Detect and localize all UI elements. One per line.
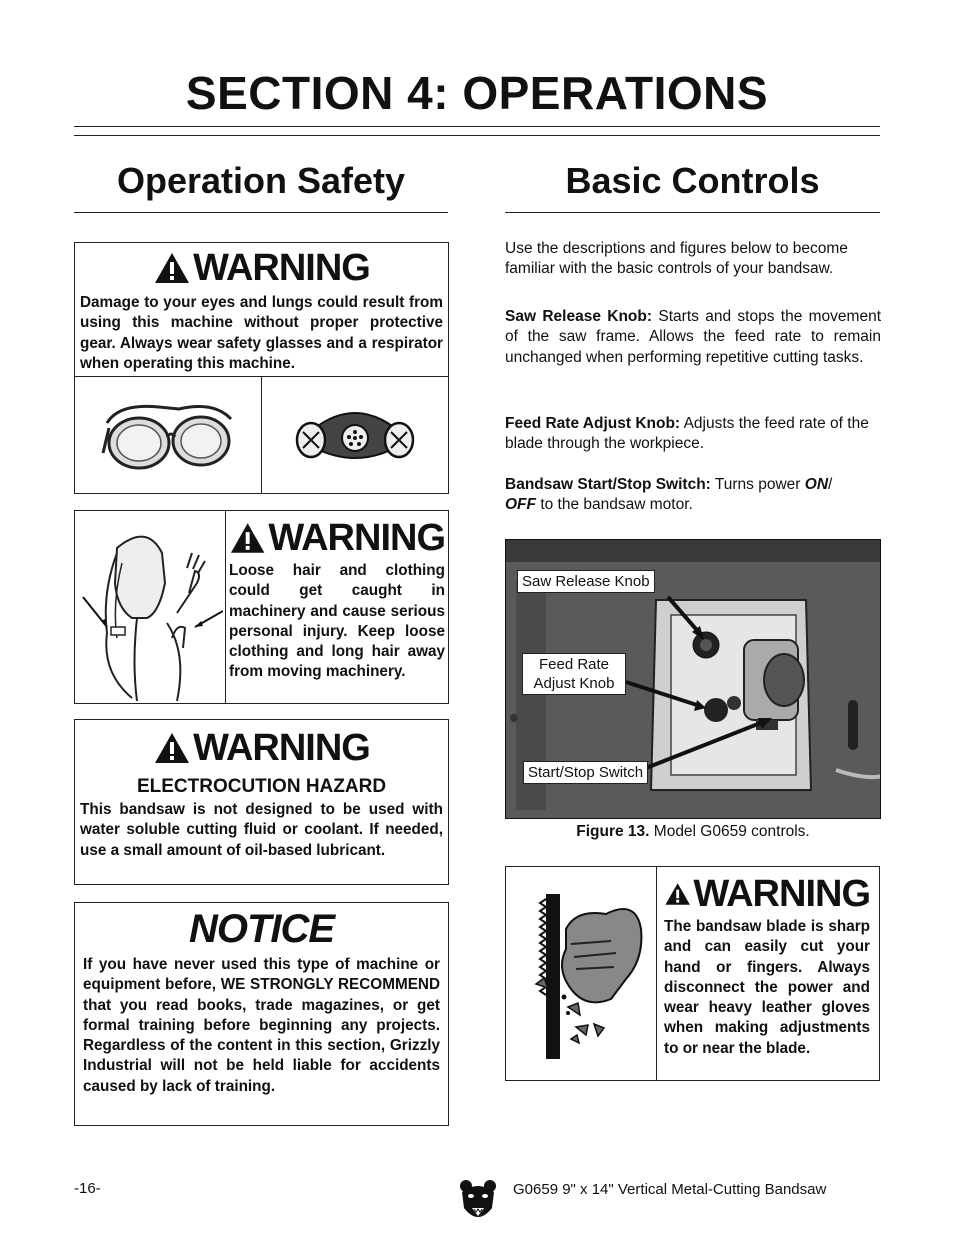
header-rule-bottom [74, 135, 880, 136]
control-desc: Turns power [714, 476, 801, 493]
figure-caption [505, 823, 881, 841]
warning-triangle-icon [153, 251, 191, 285]
footer-model: G0659 9" x 14" Vertical Metal-Cutting Bandsaw [513, 1181, 827, 1198]
electrocution-subheading: ELECTROCUTION HAZARD [136, 776, 387, 797]
control-start-stop [505, 475, 881, 516]
caption-text: Model G0659 controls. [653, 823, 810, 840]
notice-text: If you have never used this type of machine or equipment before, WE STRONGLY RECOMMEND that you read books, trade magazines, or get formal training before beginning any projects. Regardless of the content in this section, Grizzly Industrial will not be held liable for accidents caused by lack of training. [83, 956, 440, 1095]
notice-heading: NOTICE [188, 907, 335, 951]
operation-safety-title: Operation Safety [116, 160, 406, 201]
long-hair-person-icon [77, 523, 223, 701]
control-name: Bandsaw Start/Stop Switch: [505, 476, 711, 493]
warning-heading: WARNING [229, 515, 445, 561]
warning-electrocution [74, 719, 449, 885]
warning-loose-hair [74, 510, 449, 704]
safety-glasses-icon [99, 393, 239, 483]
grizzly-bear-logo-icon [458, 1178, 498, 1224]
warning-protective-gear [74, 242, 449, 494]
control-name: Feed Rate Adjust Knob: [505, 415, 681, 432]
intro-text: Use the descriptions and figures below to become familiar with the basic controls of your bandsaw. [505, 240, 848, 278]
basic-controls-title: Basic Controls [565, 160, 820, 201]
right-title-rule [505, 212, 880, 213]
control-feed-rate [505, 414, 881, 455]
caption-label: Figure 13. [576, 823, 650, 840]
label-saw-release-knob: Saw Release Knob [517, 570, 655, 593]
label-start-stop-switch: Start/Stop Switch [523, 761, 648, 784]
warning-text: Loose hair and clothing could get caught in machinery and cause serious personal injury. Keep loose clothing and long hair away from moving machinery. [229, 562, 445, 681]
section-title: SECTION 4: OPERATIONS [185, 67, 769, 119]
warning-heading: WARNING [75, 243, 448, 293]
control-desc: to the bandsaw motor. [540, 496, 693, 514]
off-label: OFF [505, 496, 536, 514]
warning-text: This bandsaw is not designed to be used with water soluble cutting fluid or coolant. If needed, use a small amount of oil-based lubricant. [80, 801, 443, 859]
warning-text: The bandsaw blade is sharp and can easily cut your hand or fingers. Always disconnect the power and wear heavy leather gloves when making adjustments to or near the blade. [664, 918, 870, 1057]
warning-triangle-icon [664, 877, 691, 911]
header-rule-top [74, 126, 880, 127]
warning-heading: WARNING [75, 720, 448, 776]
slash: / [828, 476, 833, 493]
blade-cut-hand-icon [516, 889, 652, 1059]
left-title-rule [74, 212, 448, 213]
control-name: Saw Release Knob: [505, 308, 653, 325]
control-desc: Adjusts the feed rate of the blade through the workpiece. [505, 415, 869, 453]
respirator-icon [295, 398, 415, 473]
label-feed-rate-adjust-knob: Feed Rate Adjust Knob [522, 653, 626, 695]
warning-text: Damage to your eyes and lungs could result from using this machine without proper protective gear. Always wear safety glasses and a respirator when operating this machine. [80, 294, 443, 372]
control-saw-release [505, 307, 881, 368]
notice-box [74, 902, 449, 1126]
warning-blade-sharp [505, 866, 880, 1081]
figure-13-photo [505, 539, 881, 819]
divider [656, 867, 657, 1080]
divider [261, 376, 262, 493]
divider [225, 511, 226, 703]
on-label: ON [804, 476, 829, 493]
warning-triangle-icon [153, 731, 191, 765]
control-desc: Starts and stops the movement of the saw frame. Allows the feed rate to remain unchanged when performing repetitive cutting tasks. [505, 308, 882, 366]
page-number: -16- [74, 1180, 101, 1197]
warning-triangle-icon [229, 521, 266, 555]
warning-heading: WARNING [664, 871, 870, 917]
